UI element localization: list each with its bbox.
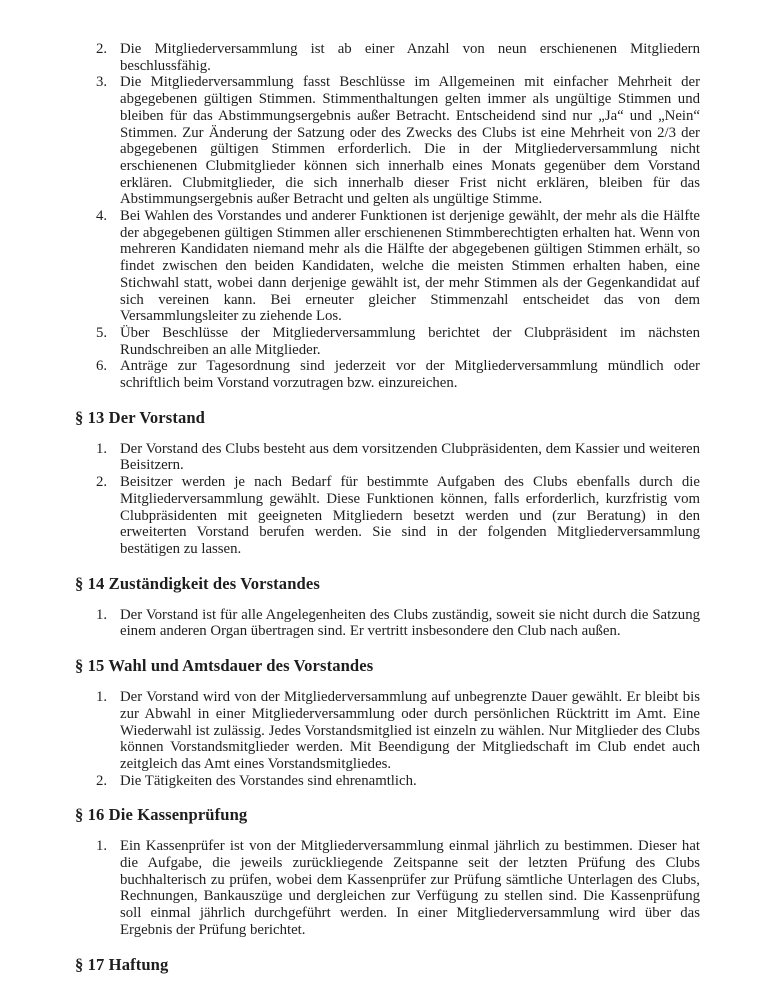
list-item — [75, 689, 700, 773]
section-numbered-list — [75, 689, 700, 789]
section-heading: § 13 Der Vorstand — [75, 407, 206, 427]
section-17 — [75, 955, 700, 974]
item-number: 2. — [96, 772, 108, 789]
item-text: Der Vorstand ist für alle Angelegenheiten des Clubs zuständig, soweit sie nicht durch die Satzung einem anderen Organ übertragen sind. Er vertritt insbesondere den Club nach außen. — [120, 606, 700, 640]
list-item — [75, 607, 700, 640]
item-number: 2. — [96, 41, 108, 57]
item-number: 1. — [96, 440, 108, 457]
item-number: 4. — [96, 208, 108, 225]
section-numbered-list — [75, 838, 700, 938]
list-item — [75, 41, 700, 74]
list-item — [75, 773, 700, 790]
section-numbered-list — [75, 441, 700, 558]
section-numbered-list — [75, 607, 700, 640]
section-13 — [75, 408, 700, 558]
section-heading: § 17 Haftung — [75, 954, 169, 974]
section-heading: § 16 Die Kassenprüfung — [75, 805, 248, 825]
list-item — [75, 838, 700, 938]
section-15 — [75, 656, 700, 789]
intro-numbered-list — [75, 41, 700, 392]
item-number: 6. — [96, 358, 108, 375]
list-item — [75, 358, 700, 391]
list-item — [75, 474, 700, 558]
list-item — [75, 74, 700, 208]
item-text: Über Beschlüsse der Mitgliederversammlung berichtet der Clubpräsident im nächsten Rundschreiben an alle Mitglieder. — [120, 324, 700, 358]
section-14 — [75, 574, 700, 640]
section-heading: § 15 Wahl und Amtsdauer des Vorstandes — [75, 656, 374, 676]
item-text: Beisitzer werden je nach Bedarf für bestimmte Aufgaben des Clubs ebenfalls durch die Mitgliederversammlung gewählt. Diese Funktionen können, falls erforderlich, kurzfristig vom Clubpräsidenten mit geeigneten Mitgliedern besetzt werden und (zur Beratung) in den erweiterten Vorstand berufen werden. Sie sind in der folgenden Mitgliederversammlung bestätigen zu lassen. — [120, 474, 700, 557]
item-number: 1. — [96, 689, 108, 706]
item-text: Bei Wahlen des Vorstandes und anderer Funktionen ist derjenige gewählt, der mehr als die Hälfte der abgegebenen gültigen Stimmen aller erschienenen Stimmberechtigten erhalten hat. Wenn von mehreren Kandidaten niemand mehr als die Hälfte der abgegebenen gültigen Stimmen erhält, so findet zwischen den beiden Kandidaten, welche die meisten Stimmen erhalten haben, eine Stichwahl statt, wobei dann derjenige gewählt ist, der mehr Stimmen als der Gegenkandidat auf sich vereinen kann. Bei erneuter gleicher Stimmenzahl entscheidet das von dem Versammlungsleiter zu ziehende Los. — [120, 208, 700, 325]
list-item — [75, 441, 700, 474]
item-number: 2. — [96, 474, 108, 491]
item-text: Die Mitgliederversammlung fasst Beschlüsse im Allgemeinen mit einfacher Mehrheit der abgegebenen gültigen Stimmen. Stimmenthaltungen gelten immer als ungültige Stimmen und bleiben für das Abstimmungsergebnis außer Betracht. Entscheidend sind nur „Ja“ und „Nein“ Stimmen. Zur Änderung der Satzung oder des Zwecks des Clubs ist eine Mehrheit von 2/3 der abgegebenen gültigen Stimmen erforderlich. Die in der Mitgliederversammlung nicht erschienenen Clubmitglieder können sich innerhalb eines Monats gegenüber dem Vorstand erklären. Clubmitglieder, die sich innerhalb dieser Frist nicht erklären, bleiben für das Abstimmungsergebnis außer Betracht und gelten als ungültige Stimme. — [120, 74, 700, 208]
item-text: Die Tätigkeiten des Vorstandes sind ehrenamtlich. — [120, 772, 417, 789]
item-text: Der Vorstand des Clubs besteht aus dem vorsitzenden Clubpräsidenten, dem Kassier und weiteren Beisitzern. — [120, 440, 700, 474]
section-heading: § 14 Zuständigkeit des Vorstandes — [75, 573, 320, 593]
item-text: Anträge zur Tagesordnung sind jederzeit vor der Mitgliederversammlung mündlich oder schriftlich beim Vorstand vorzutragen bzw. einzureichen. — [120, 358, 700, 392]
list-item — [75, 325, 700, 358]
item-number: 1. — [96, 606, 108, 623]
item-number: 5. — [96, 324, 108, 341]
item-number: 3. — [96, 74, 108, 91]
item-text: Der Vorstand wird von der Mitgliederversammlung auf unbegrenzte Dauer gewählt. Er bleibt bis zur Abwahl in einer Mitgliederversammlung oder durch persönlichen Rücktritt im Amt. Eine Wiederwahl ist zulässig. Jedes Vorstandsmitglied ist einzeln zu wählen. Nur Mitglieder des Clubs können Vorstandsmitglieder werden. Mit Beendigung der Mitgliedschaft im Club endet auch zeitgleich das Amt eines Vorstandsmitgliedes. — [120, 689, 700, 772]
item-number: 1. — [96, 838, 108, 855]
section-16 — [75, 805, 700, 938]
item-text: Die Mitgliederversammlung ist ab einer Anzahl von neun erschienenen Mitgliedern beschlussfähig. — [120, 41, 700, 74]
item-text: Ein Kassenprüfer ist von der Mitgliederversammlung einmal jährlich zu bestimmen. Dieser hat die Aufgabe, die jeweils zurückliegende Zeitspanne seit der letzten Prüfung des Clubs buchhalterisch zu prüfen, wobei dem Kassenprüfer zur Prüfung sämtliche Unterlagen des Clubs, Rechnungen, Bankauszüge und dergleichen zur Verfügung zu stellen sind. Die Kassenprüfung soll einmal jährlich durchgeführt werden. In einer Mitgliederversammlung wird über das Ergebnis der Prüfung berichtet. — [120, 838, 700, 938]
list-item — [75, 208, 700, 325]
